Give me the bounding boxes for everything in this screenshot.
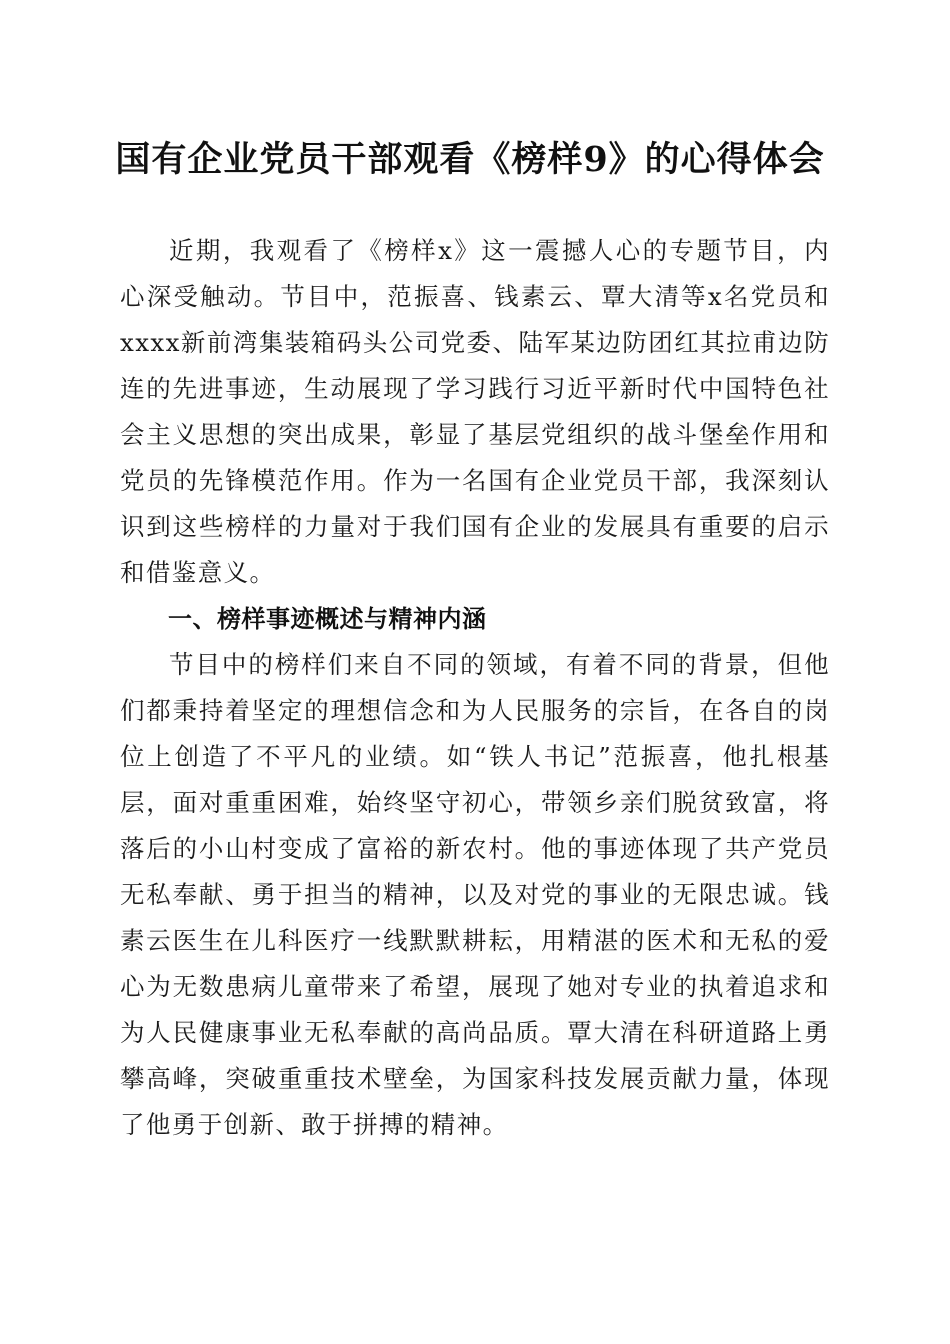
paragraph-intro: 近期，我观看了《榜样x》这一震撼人心的专题节目，内心深受触动。节目中，范振喜、钱素云、覃大清等x名党员和xxxx新前湾集装箱码头公司党委、陆军某边防团红其拉甫边防连的先进事迹，生动展现了学习践行习近平新时代中国特色社会主义思想的突出成果，彰显了基层党组织的战斗堡垒作用和党员的先锋模范作用。作为一名国有企业党员干部，我深刻认识到这些榜样的力量对于我们国有企业的发展具有重要的启示和借鉴意义。 [120, 236, 830, 587]
document-body [120, 228, 830, 1148]
section-heading-1: 一、榜样事迹概述与精神内涵 [168, 605, 487, 633]
paragraph-examples: 节目中的榜样们来自不同的领域，有着不同的背景，但他们都秉持着坚定的理想信念和为人民服务的宗旨，在各自的岗位上创造了不平凡的业绩。如“铁人书记”范振喜，他扎根基层，面对重重困难，始终坚守初心，带领乡亲们脱贫致富，将落后的小山村变成了富裕的新农村。他的事迹体现了共产党员无私奉献、勇于担当的精神，以及对党的事业的无限忠诚。钱素云医生在儿科医疗一线默默耕耘，用精湛的医术和无私的爱心为无数患病儿童带来了希望，展现了她对专业的执着追求和为人民健康事业无私奉献的高尚品质。覃大清在科研道路上勇攀高峰，突破重重技术壁垒，为国家科技发展贡献力量，体现了他勇于创新、敢于拼搏的精神。 [120, 650, 830, 1139]
document-title: 国有企业党员干部观看《榜样9》的心得体会 [115, 139, 825, 180]
